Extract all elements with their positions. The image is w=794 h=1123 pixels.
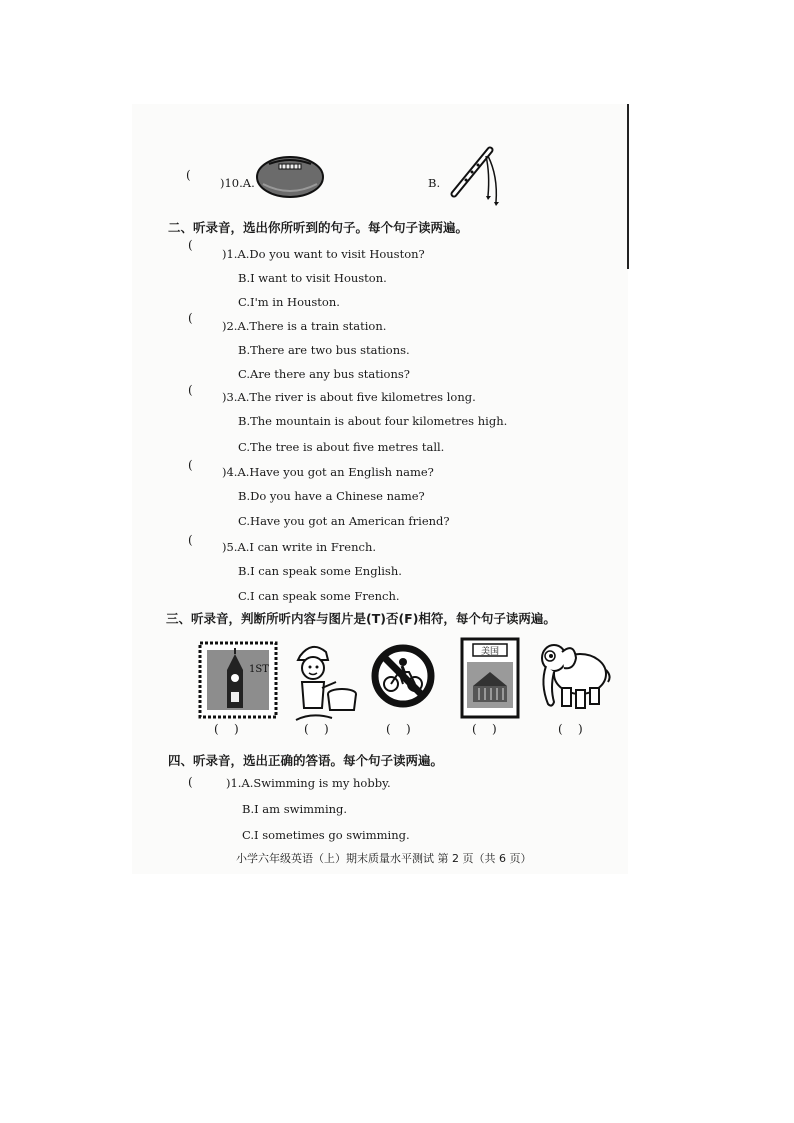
s2-q1-option-a: )1.A.Do you want to visit Houston? — [222, 247, 425, 261]
s2-q2-paren: ( — [188, 311, 193, 325]
s2-q5-option-a: )5.A.I can write in French. — [222, 540, 377, 554]
s2-q1-option-b: B.I want to visit Houston. — [238, 271, 387, 285]
s2-q4-option-b: B.Do you have a Chinese name? — [238, 489, 425, 503]
book-usa-icon — [459, 636, 521, 720]
flute-icon — [446, 144, 506, 216]
stamp-text: 1ST — [249, 664, 269, 675]
s4-q1-option-a: )1.A.Swimming is my hobby. — [226, 776, 391, 790]
s2-q4-option-c: C.Have you got an American friend? — [238, 514, 450, 528]
s4-q1-paren: ( — [188, 775, 193, 789]
picture2-answer-blank[interactable]: ( ) — [304, 722, 329, 736]
stamp-clock-tower-icon — [197, 640, 279, 720]
q10-number: )10.A. — [220, 176, 255, 190]
s4-q1-option-c: C.I sometimes go swimming. — [242, 828, 410, 842]
picture5-answer-blank[interactable]: ( ) — [558, 722, 583, 736]
elephant-icon — [534, 634, 612, 716]
s2-q2-option-c: C.Are there any bus stations? — [238, 367, 410, 381]
book-title: 美国 — [480, 647, 500, 657]
sheet-edge-shadow — [627, 104, 629, 269]
s2-q4-paren: ( — [188, 458, 193, 472]
s2-q5-option-b: B.I can speak some English. — [238, 564, 402, 578]
s2-q5-option-c: C.I can speak some French. — [238, 589, 400, 603]
s2-q3-paren: ( — [188, 383, 193, 397]
picture3-answer-blank[interactable]: ( ) — [386, 722, 411, 736]
section2-heading: 二、听录音，选出你所听到的句子。每个句子读两遍。 — [168, 220, 469, 235]
section4-heading: 四、听录音，选出正确的答语。每个句子读两遍。 — [168, 753, 444, 768]
s2-q2-option-a: )2.A.There is a train station. — [222, 319, 387, 333]
picture1-answer-blank[interactable]: ( ) — [214, 722, 239, 736]
section3-heading: 三、听录音，判断所听内容与图片是(T)否(F)相符，每个句子读两遍。 — [166, 611, 556, 626]
s2-q2-option-b: B.There are two bus stations. — [238, 343, 410, 357]
s2-q4-option-a: )4.A.Have you got an English name? — [222, 465, 434, 479]
s2-q1-option-c: C.I'm in Houston. — [238, 295, 340, 309]
q10-paren: ( — [186, 168, 191, 182]
s2-q3-option-c: C.The tree is about five metres tall. — [238, 440, 445, 454]
s2-q3-option-a: )3.A.The river is about five kilometres long. — [222, 390, 476, 404]
no-cycling-icon — [371, 640, 435, 718]
boy-cooking-icon — [292, 638, 358, 722]
football-icon — [255, 154, 325, 200]
s2-q1-paren: ( — [188, 238, 193, 252]
page-footer: 小学六年级英语（上）期末质量水平测试 第 2 页（共 6 页） — [236, 852, 532, 865]
q10-option-b: B. — [428, 176, 441, 190]
s2-q5-paren: ( — [188, 533, 193, 547]
picture4-answer-blank[interactable]: ( ) — [472, 722, 497, 736]
s2-q3-option-b: B.The mountain is about four kilometres high. — [238, 414, 508, 428]
s4-q1-option-b: B.I am swimming. — [242, 802, 348, 816]
